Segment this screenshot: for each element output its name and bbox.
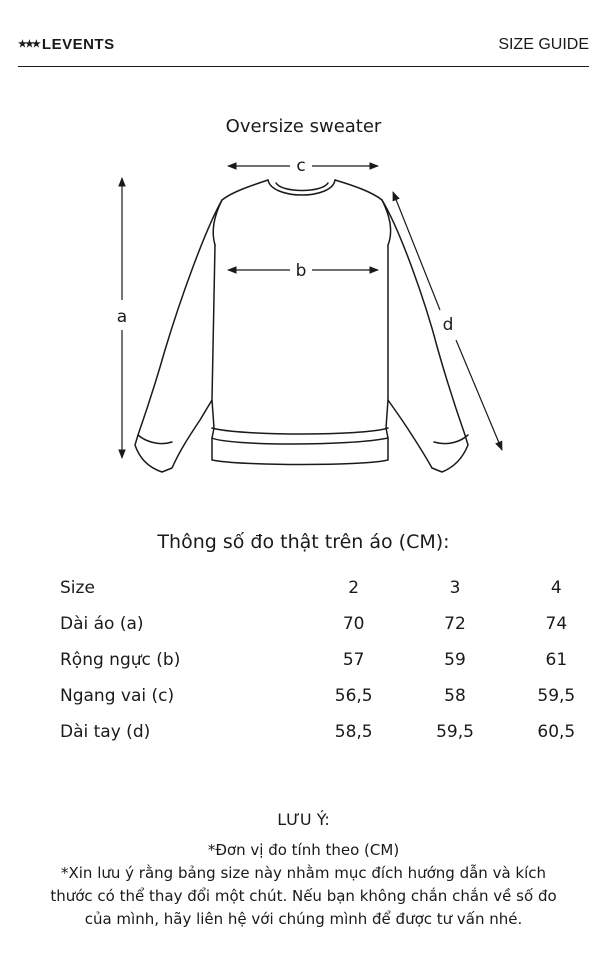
table-cell: 59,5 [436, 722, 474, 742]
note-text-line: *Xin lưu ý rằng bảng size này nhằm mục đích hướng dẫn và kích [60, 864, 547, 882]
table-header-size: 4 [550, 578, 562, 598]
row-label: Rộng ngực (b) [60, 650, 181, 670]
row-label: Dài tay (d) [60, 722, 151, 742]
measure-label-b: b [295, 261, 307, 281]
table-row [60, 714, 607, 750]
table-cell: 58,5 [334, 722, 373, 742]
measure-label-c: c [296, 156, 306, 176]
table-header-size: 3 [449, 578, 461, 598]
table-title: Thông số đo thật trên áo (CM): [157, 531, 450, 553]
table-cell: 60,5 [537, 722, 576, 742]
table-header-size: 2 [348, 578, 360, 598]
table-row [60, 606, 607, 642]
table-header-label: Size [60, 578, 95, 598]
measure-label-a: a [116, 307, 128, 327]
table-cell: 61 [545, 650, 568, 670]
page-title: SIZE GUIDE [498, 36, 589, 53]
brand-logo[interactable] [18, 36, 115, 53]
size-table [60, 570, 607, 750]
notes-section [0, 808, 607, 931]
table-header-row [60, 570, 607, 606]
row-label: Ngang vai (c) [60, 686, 175, 706]
table-cell: 59,5 [537, 686, 576, 706]
row-label: Dài áo (a) [60, 614, 144, 634]
star-icon: ★★★ [18, 39, 39, 50]
table-cell: 70 [342, 614, 365, 634]
table-cell: 56,5 [334, 686, 373, 706]
table-row [60, 678, 607, 714]
note-text-line: thước có thể thay đổi một chút. Nếu bạn không chắn chắn về số đo [50, 887, 557, 905]
note-text-line: của mình, hãy liên hệ với chúng mình để được tư vấn nhé. [84, 910, 523, 928]
diagram-title: Oversize sweater [225, 116, 382, 137]
page-header [18, 30, 589, 67]
table-cell: 74 [545, 614, 568, 634]
note-unit: *Đơn vị đo tính theo (CM) [207, 841, 400, 859]
table-row [60, 642, 607, 678]
table-cell: 59 [444, 650, 466, 670]
brand-name: LEVENTS [41, 36, 115, 53]
measure-label-d: d [442, 315, 454, 335]
sweater-diagram [0, 150, 607, 490]
table-cell: 57 [342, 650, 365, 670]
table-cell: 72 [444, 614, 466, 634]
sweater-outline [135, 180, 468, 472]
table-cell: 58 [444, 686, 466, 706]
notes-heading: LƯU Ý: [277, 810, 330, 829]
